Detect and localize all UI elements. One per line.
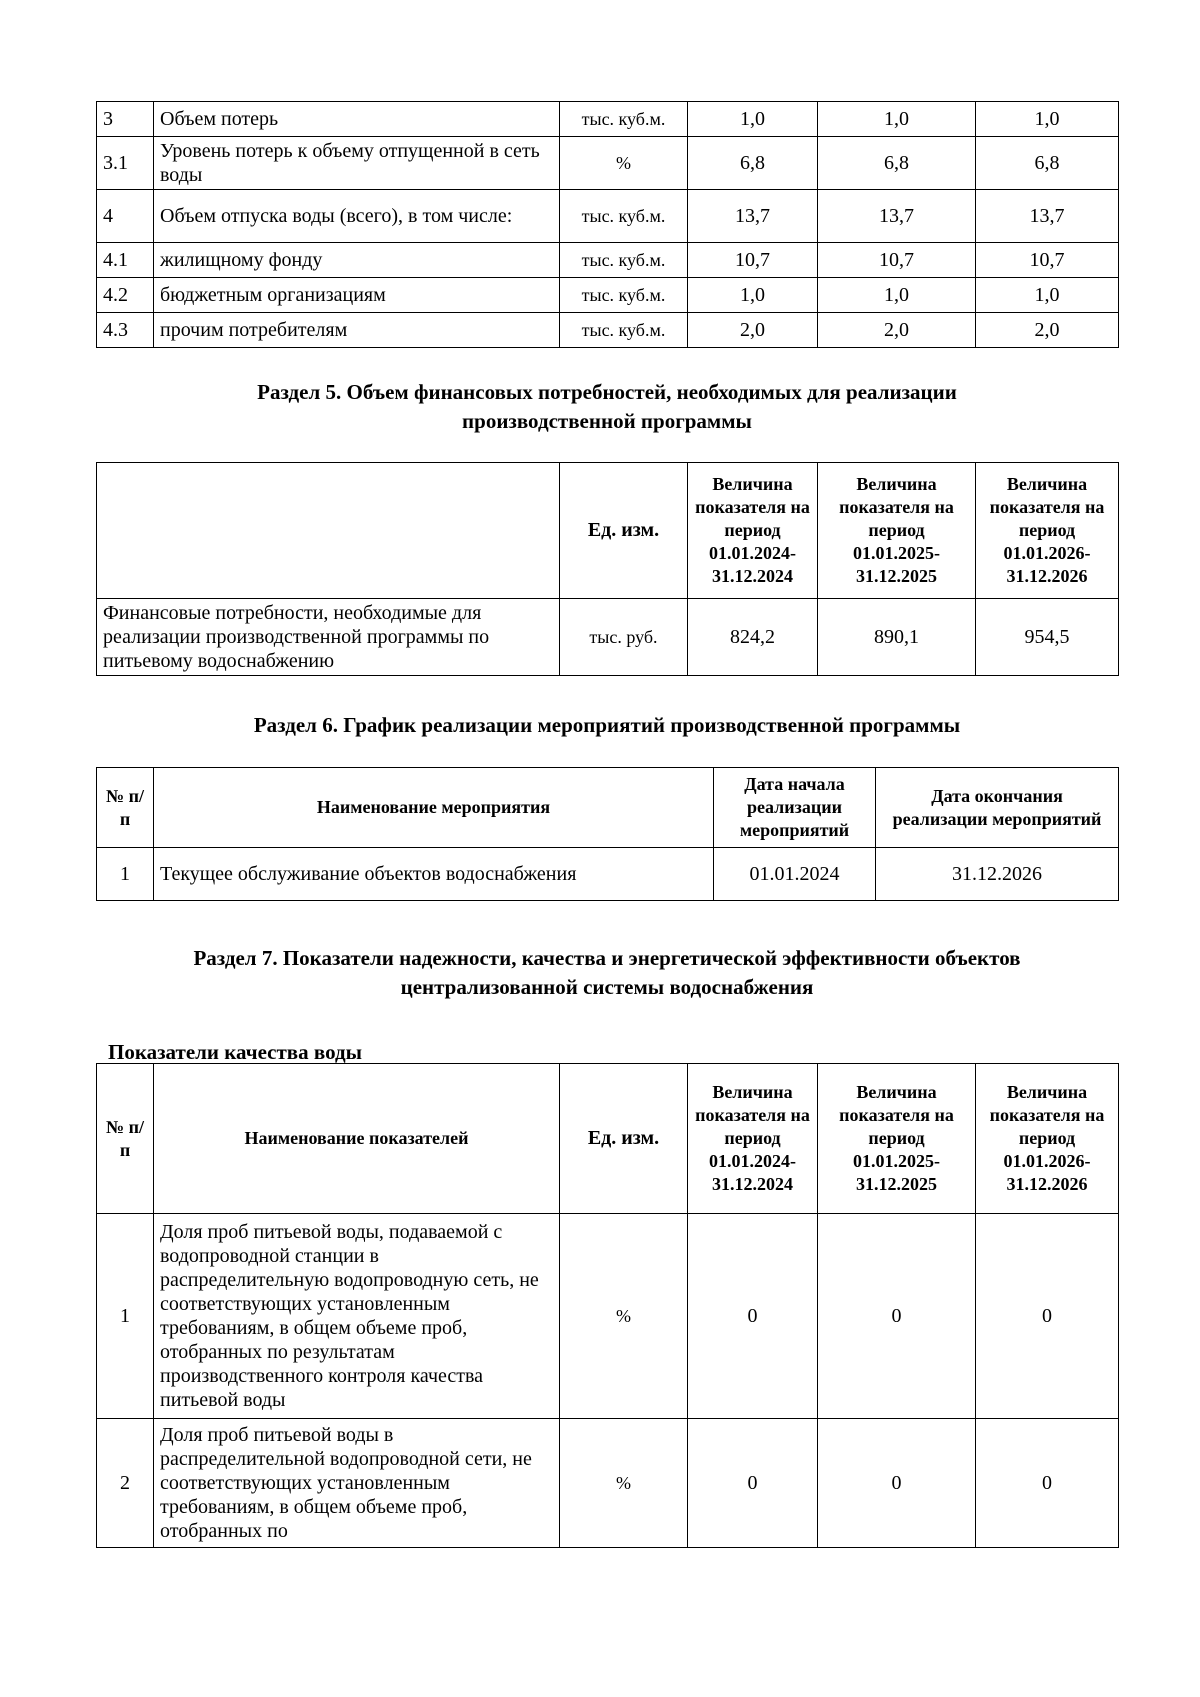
row-number: 4.2 (97, 278, 154, 313)
row-unit: тыс. куб.м. (560, 278, 688, 313)
section-5-heading (96, 378, 1118, 436)
row-value-2024: 1,0 (688, 102, 818, 137)
row-name: Доля проб питьевой воды, подаваемой с водопроводной станции в распределительную водопроводную сеть, не соответствующих установленным требованиям, в общем объеме проб, отобранных по результатам производственного контроля качества питьевой воды (154, 1214, 560, 1419)
row-value-2026: 0 (976, 1419, 1119, 1548)
row-unit: тыс. куб.м. (560, 102, 688, 137)
row-value-2026: 1,0 (976, 278, 1119, 313)
row-unit: тыс. куб.м. (560, 243, 688, 278)
activity-name-header: Наименование мероприятия (154, 768, 714, 848)
row-value-2026: 2,0 (976, 313, 1119, 348)
row-value-2026: 6,8 (976, 137, 1119, 190)
row-value-2024: 824,2 (688, 599, 818, 676)
row-number: 4 (97, 190, 154, 243)
row-value-2025: 1,0 (818, 102, 976, 137)
number-header: № п/п (97, 768, 154, 848)
schedule-table (96, 767, 1119, 901)
row-value-2025: 6,8 (818, 137, 976, 190)
table-row (97, 243, 1119, 278)
row-name: Доля проб питьевой воды в распределительной водопроводной сети, не соответствующих установленным требованиям, в общем объеме проб, отобранных по (154, 1419, 560, 1548)
section-5-title-line-1: Раздел 5. Объем финансовых потребностей, необходимых для реализации (257, 380, 957, 404)
row-value-2025: 890,1 (818, 599, 976, 676)
water-quality-subtitle: Показатели качества воды (108, 1040, 362, 1064)
row-value-2024: 1,0 (688, 278, 818, 313)
start-date-header: Дата начала реализации мероприятий (714, 768, 876, 848)
section-6-heading: Раздел 6. График реализации мероприятий производственной программы (253, 713, 961, 737)
period-2025-header: Величина показателя на период 01.01.2025-31.12.2025 (818, 463, 976, 599)
row-unit: % (560, 1214, 688, 1419)
row-value-2026: 954,5 (976, 599, 1119, 676)
row-value-2026: 1,0 (976, 102, 1119, 137)
row-value-2026: 13,7 (976, 190, 1119, 243)
number-header: № п/п (97, 1064, 154, 1214)
row-name: Финансовые потребности, необходимые для реализации производственной программы по питьевому водоснабжению (97, 599, 560, 676)
row-name: Уровень потерь к объему отпущенной в сеть воды (154, 137, 560, 190)
row-value-2026: 10,7 (976, 243, 1119, 278)
table-row (97, 599, 1119, 676)
table-header-row (97, 768, 1119, 848)
row-name: прочим потребителям (154, 313, 560, 348)
period-2026-header: Величина показателя на период 01.01.2026-31.12.2026 (976, 463, 1119, 599)
section-7-title-line-2: централизованной системы водоснабжения (400, 975, 814, 999)
row-value-2026: 0 (976, 1214, 1119, 1419)
empty-header-cell (97, 463, 560, 599)
table-row (97, 190, 1119, 243)
financial-needs-table (96, 462, 1119, 676)
row-name: Объем отпуска воды (всего), в том числе: (154, 190, 560, 243)
row-value-2024: 0 (688, 1214, 818, 1419)
row-start-date: 01.01.2024 (714, 848, 876, 901)
period-2024-header: Величина показателя на период 01.01.2024-31.12.2024 (688, 1064, 818, 1214)
table-row (97, 1214, 1119, 1419)
row-value-2024: 2,0 (688, 313, 818, 348)
row-end-date: 31.12.2026 (876, 848, 1119, 901)
period-2026-header: Величина показателя на период 01.01.2026-31.12.2026 (976, 1064, 1119, 1214)
row-value-2025: 0 (818, 1419, 976, 1548)
end-date-header: Дата окончания реализации мероприятий (876, 768, 1119, 848)
row-number: 2 (97, 1419, 154, 1548)
table-header-row (97, 1064, 1119, 1214)
row-name: бюджетным организациям (154, 278, 560, 313)
period-2024-header: Величина показателя на период 01.01.2024-31.12.2024 (688, 463, 818, 599)
water-quality-table (96, 1063, 1119, 1548)
row-value-2024: 6,8 (688, 137, 818, 190)
row-value-2024: 13,7 (688, 190, 818, 243)
row-value-2025: 2,0 (818, 313, 976, 348)
row-number: 4.1 (97, 243, 154, 278)
row-value-2025: 0 (818, 1214, 976, 1419)
row-unit: тыс. куб.м. (560, 190, 688, 243)
row-unit: тыс. руб. (560, 599, 688, 676)
table-row (97, 313, 1119, 348)
table-row (97, 278, 1119, 313)
unit-header: Ед. изм. (560, 463, 688, 599)
row-value-2024: 10,7 (688, 243, 818, 278)
row-value-2025: 13,7 (818, 190, 976, 243)
row-number: 4.3 (97, 313, 154, 348)
row-name: Текущее обслуживание объектов водоснабжения (154, 848, 714, 901)
row-unit: тыс. куб.м. (560, 313, 688, 348)
row-unit: % (560, 137, 688, 190)
row-name: Объем потерь (154, 102, 560, 137)
section-5-title-line-2: производственной программы (462, 409, 752, 433)
table-row (97, 102, 1119, 137)
water-balance-table (96, 101, 1119, 348)
row-unit: % (560, 1419, 688, 1548)
table-header-row (97, 463, 1119, 599)
table-row (97, 1419, 1119, 1548)
row-value-2025: 1,0 (818, 278, 976, 313)
table-row (97, 137, 1119, 190)
row-value-2025: 10,7 (818, 243, 976, 278)
row-name: жилищному фонду (154, 243, 560, 278)
row-number: 1 (97, 1214, 154, 1419)
section-7-title-line-1: Раздел 7. Показатели надежности, качества и энергетической эффективности объектов (193, 946, 1021, 970)
row-number: 3 (97, 102, 154, 137)
row-number: 3.1 (97, 137, 154, 190)
period-2025-header: Величина показателя на период 01.01.2025-31.12.2025 (818, 1064, 976, 1214)
table-row (97, 848, 1119, 901)
unit-header: Ед. изм. (560, 1064, 688, 1214)
row-number: 1 (97, 848, 154, 901)
row-value-2024: 0 (688, 1419, 818, 1548)
indicator-name-header: Наименование показателей (154, 1064, 560, 1214)
section-7-heading (96, 944, 1118, 1002)
